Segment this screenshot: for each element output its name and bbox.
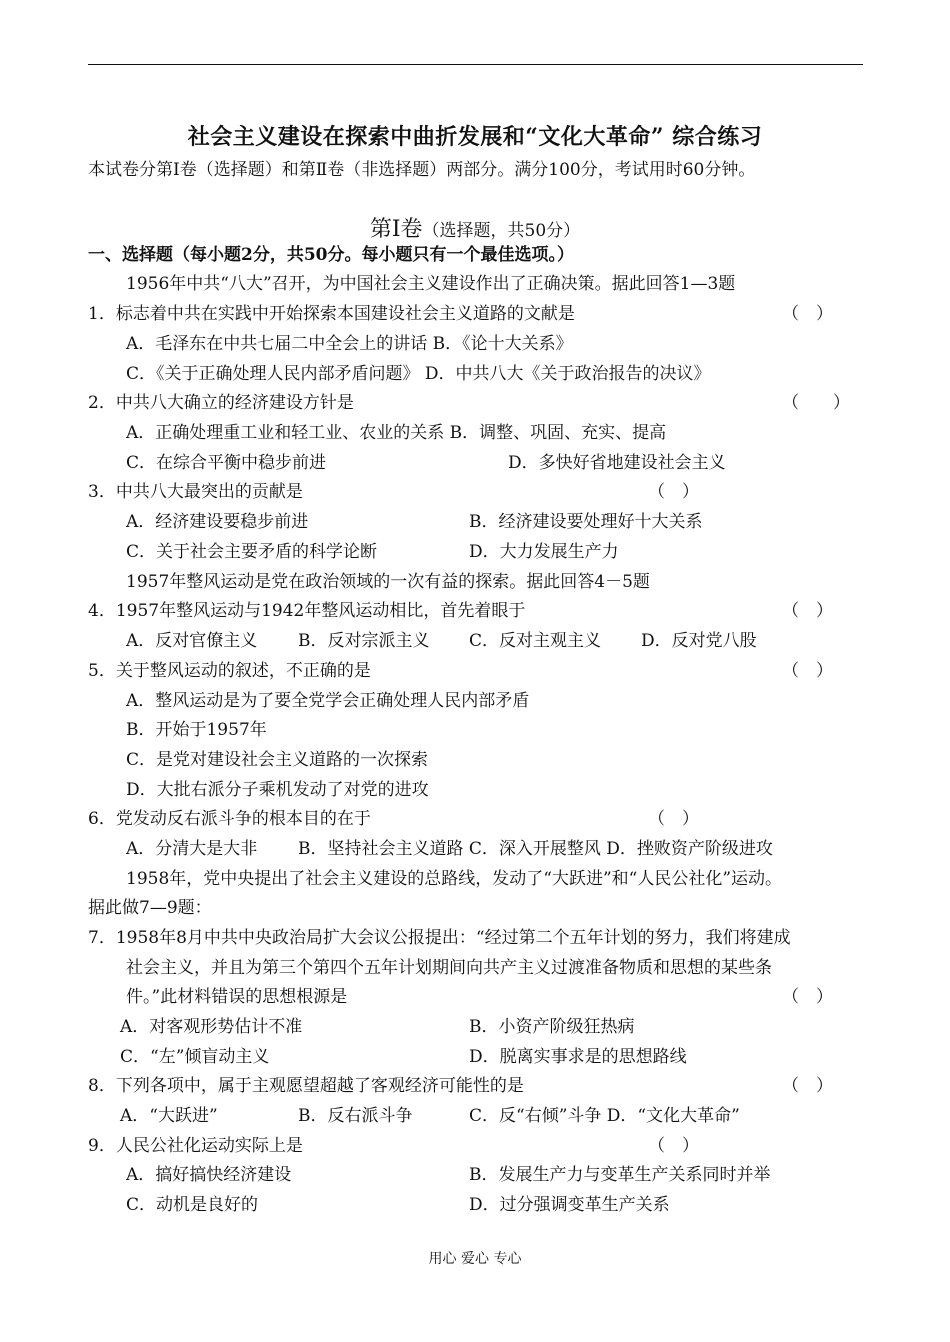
text-line: C．是党对建设社会主义道路的一次探索 [126, 750, 429, 770]
text-line: 7．1958年8月中共中央政治局扩大会议公报提出：“经过第二个五年计划的努力，我们将建成 [88, 928, 791, 948]
text-line: B．经济建设要处理好十大关系 [469, 512, 703, 532]
text-line: B．发展生产力与变革生产关系同时并举 [469, 1165, 771, 1185]
page-title: 社会主义建设在探索中曲折发展和“文化大革命” 综合练习 [187, 124, 763, 150]
answer-bracket: （ ） [782, 661, 833, 681]
text-line: 8．下列各项中，属于主观愿望超越了客观经济可能性的是 [88, 1076, 524, 1096]
part-one-heading [0, 212, 950, 243]
answer-bracket: （ ） [648, 482, 699, 502]
text-line: 1958年，党中央提出了社会主义建设的总路线，发动了“大跃进”和“人民公社化”运动。 [126, 869, 783, 889]
text-line: 9．人民公社化运动实际上是 [88, 1136, 303, 1156]
text-line: D．大批右派分子乘机发动了对党的进攻 [126, 780, 429, 800]
header-rule [88, 64, 863, 65]
text-line: 件。”此材料错误的思想根源是 [126, 987, 348, 1007]
answer-bracket: （ ） [782, 987, 833, 1007]
answer-bracket: （ ） [648, 1136, 699, 1156]
text-line: 4．1957年整风运动与1942年整风运动相比，首先着眼于 [88, 601, 526, 621]
answer-bracket: （ ） [782, 1076, 833, 1096]
text-line: C．在综合平衡中稳步前进 [126, 453, 327, 473]
text-line: C．“左”倾盲动主义 [120, 1047, 270, 1067]
text-line: A．经济建设要稳步前进 [126, 512, 309, 532]
page-footer: 用心 爱心 专心 [428, 1251, 522, 1267]
section-heading: 一、选择题（每小题2分，共50分。每小题只有一个最佳选项。） [88, 245, 574, 265]
text-line: 6．党发动反右派斗争的根本目的在于 [88, 809, 371, 829]
text-line: 3．中共八大最突出的贡献是 [88, 482, 303, 502]
text-line: A．“大跃进” [120, 1106, 218, 1126]
text-line: B．反对宗派主义 [298, 631, 430, 651]
text-line: D．脱离实事求是的思想路线 [469, 1047, 687, 1067]
text-line: B．小资产阶级狂热病 [469, 1017, 635, 1037]
text-line: 1956年中共“八大”召开，为中国社会主义建设作出了正确决策。据此回答1—3题 [126, 274, 736, 294]
text-line: C．动机是良好的 [126, 1195, 259, 1215]
text-line: B．反右派斗争 [298, 1106, 413, 1126]
text-line: 5．关于整风运动的叙述，不正确的是 [88, 661, 371, 681]
text-line: 2．中共八大确立的经济建设方针是 [88, 393, 354, 413]
text-line: A．反对官僚主义 [126, 631, 258, 651]
text-line: A．搞好搞快经济建设 [126, 1165, 292, 1185]
text-line: 据此做7—9题： [88, 898, 212, 918]
exam-intro: 本试卷分第Ⅰ卷（选择题）和第Ⅱ卷（非选择题）两部分。满分100分，考试用时60分钟。 [88, 160, 756, 180]
text-line: B．开始于1957年 [126, 720, 267, 740]
text-line: 社会主义，并且为第三个第四个五年计划期间向共产主义过渡准备物质和思想的某些条 [126, 958, 772, 978]
text-line: 1957年整风运动是党在政治领域的一次有益的探索。据此回答4－5题 [126, 572, 650, 592]
answer-bracket: （ ） [782, 393, 850, 413]
text-line: 1．标志着中共在实践中开始探索本国建设社会主义道路的文献是 [88, 304, 575, 324]
part-one-label: 第Ⅰ卷 [369, 217, 423, 242]
text-line: C．关于社会主要矛盾的科学论断 [126, 542, 378, 562]
text-line: C．《关于正确处理人民内部矛盾问题》 D．中共八大《关于政治报告的决议》 [126, 364, 711, 384]
text-line: C．反对主观主义 [469, 631, 602, 651]
text-line: B．坚持社会主义道路 C．深入开展整风 D．挫败资产阶级进攻 [298, 839, 773, 859]
text-line: D．多快好省地建设社会主义 [508, 453, 726, 473]
text-line: D．反对党八股 [641, 631, 757, 651]
text-line: C．反“右倾”斗争 D．“文化大革命” [469, 1106, 740, 1126]
text-line: A．正确处理重工业和轻工业、农业的关系 B．调整、巩固、充实、提高 [126, 423, 667, 443]
part-one-note: （选择题，共50分） [422, 221, 581, 241]
answer-bracket: （ ） [782, 601, 833, 621]
text-line: A．对客观形势估计不准 [120, 1017, 303, 1037]
answer-bracket: （ ） [782, 304, 833, 324]
text-line: D．大力发展生产力 [469, 542, 619, 562]
text-line: A．分清大是大非 [126, 839, 258, 859]
text-line: A．毛泽东在中共七届二中全会上的讲话 B．《论十大关系》 [126, 334, 573, 354]
text-line: A．整风运动是为了要全党学会正确处理人民内部矛盾 [126, 691, 530, 711]
text-line: D．过分强调变革生产关系 [469, 1195, 670, 1215]
answer-bracket: （ ） [648, 809, 699, 829]
